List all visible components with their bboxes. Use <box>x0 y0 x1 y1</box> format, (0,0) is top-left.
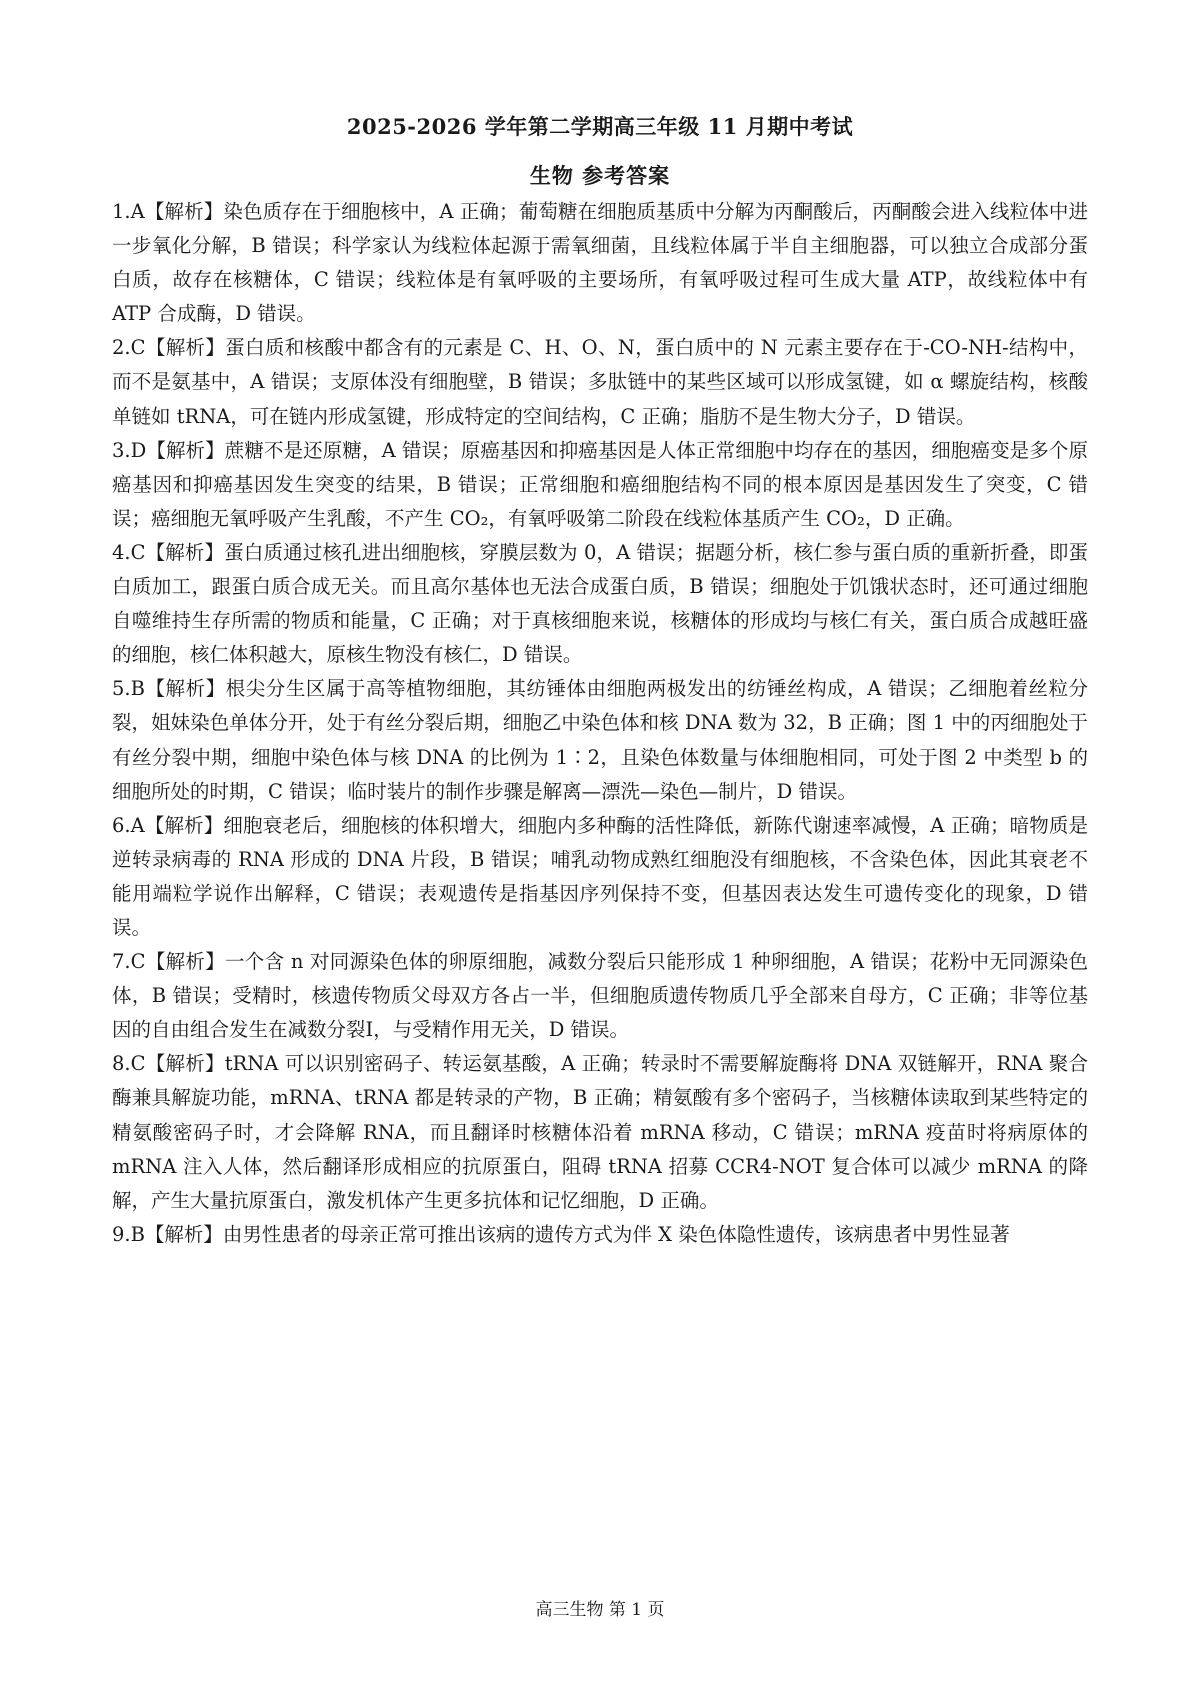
page-footer: 高三生物 第 1 页 <box>535 1600 665 1620</box>
page-subtitle: 生物 参考答案 <box>529 163 671 188</box>
answer-item-9: 9.B【解析】由男性患者的母亲正常可推出该病的遗传方式为伴 X 染色体隐性遗传，该病患者中男性显著 <box>112 1222 1010 1246</box>
answer-item-1: 1.A【解析】染色质存在于细胞核中，A 正确；葡萄糖在细胞质基质中分解为丙酮酸后，丙酮酸会进入线粒体中进一步氧化分解，B 错误；科学家认为线粒体起源于需氧细菌，且线粒体属于半自主细胞器，可以独立合成部分蛋白质，故存在核糖体，C 错误；线粒体是有氧呼吸的主要场所，有氧呼吸过程可生成大量 ATP，故线粒体中有 ATP 合成酶，D 错误。 <box>112 200 1088 326</box>
answer-item-2: 2.C【解析】蛋白质和核酸中都含有的元素是 C、H、O、N，蛋白质中的 N 元素主要存在于-CO-NH-结构中，而不是氨基中，A 错误；支原体没有细胞壁，B 错误；多肽链中的某些区域可以形成氢键，如 α 螺旋结构，核酸单链如 tRNA，可在链内形成氢键，形成特定的空间结构，C 正确；脂肪不是生物大分子，D 错误。 <box>112 336 1088 428</box>
answer-item-3: 3.D【解析】蔗糖不是还原糖，A 错误；原癌基因和抑癌基因是人体正常细胞中均存在的基因，细胞癌变是多个原癌基因和抑癌基因发生突变的结果，B 错误；正常细胞和癌细胞结构不同的根本原因是基因发生了突变，C 错误；癌细胞无氧呼吸产生乳酸，不产生 CO₂，有氧呼吸第二阶段在线粒体基质产生 CO₂，D 正确。 <box>112 438 1088 530</box>
answer-item-8: 8.C【解析】tRNA 可以识别密码子、转运氨基酸，A 正确；转录时不需要解旋酶将 DNA 双链解开，RNA 聚合酶兼具解旋功能，mRNA、tRNA 都是转录的产物，B 正确；精氨酸有多个密码子，当核糖体读取到某些特定的精氨酸密码子时，才会降解 RNA，而且翻译时核糖体沿着 mRNA 移动，C 错误；mRNA 疫苗时将病原体的 mRNA 注入人体，然后翻译形成相应的抗原蛋白，阻碍 tRNA 招募 CCR4-NOT 复合体可以减少 mRNA 的降解，产生大量抗原蛋白，激发机体产生更多抗体和记忆细胞，D 正确。 <box>112 1052 1088 1212</box>
answer-list <box>112 195 1088 1252</box>
answer-item-5: 5.B【解析】根尖分生区属于高等植物细胞，其纺锤体由细胞两极发出的纺锤丝构成，A 错误；乙细胞着丝粒分裂，姐妹染色单体分开，处于有丝分裂后期，细胞乙中染色体和核 DNA 数为 32，B 正确；图 1 中的丙细胞处于有丝分裂中期，细胞中染色体与核 DNA 的比例为 1∶2，且染色体数量与体细胞相同，可处于图 2 中类型 b 的细胞所处的时期，C 错误；临时装片的制作步骤是解离—漂洗—染色—制片，D 错误。 <box>112 677 1088 803</box>
answer-item-6: 6.A【解析】细胞衰老后，细胞核的体积增大，细胞内多种酶的活性降低，新陈代谢速率减慢，A 正确；暗物质是逆转录病毒的 RNA 形成的 DNA 片段，B 错误；哺乳动物成熟红细胞没有细胞核，不含染色体，因此其衰老不能用端粒学说作出解释，C 错误；表观遗传是指基因序列保持不变，但基因表达发生可遗传变化的现象，D 错误。 <box>112 813 1088 939</box>
answer-item-7: 7.C【解析】一个含 n 对同源染色体的卵原细胞，减数分裂后只能形成 1 种卵细胞，A 错误；花粉中无同源染色体，B 错误；受精时，核遗传物质父母双方各占一半，但细胞质遗传物质几乎全部来自母方，C 正确；非等位基因的自由组合发生在减数分裂Ⅰ，与受精作用无关，D 错误。 <box>112 950 1088 1042</box>
answer-item-4: 4.C【解析】蛋白质通过核孔进出细胞核，穿膜层数为 0，A 错误；据题分析，核仁参与蛋白质的重新折叠，即蛋白质加工，跟蛋白质合成无关。而且高尔基体也无法合成蛋白质，B 错误；细胞处于饥饿状态时，还可通过细胞自噬维持生存所需的物质和能量，C 正确；对于真核细胞来说，核糖体的形成均与核仁有关，蛋白质合成越旺盛的细胞，核仁体积越大，原核生物没有核仁，D 错误。 <box>112 540 1088 667</box>
page-title: 2025-2026 学年第二学期高三年级 11 月期中考试 <box>346 114 854 139</box>
